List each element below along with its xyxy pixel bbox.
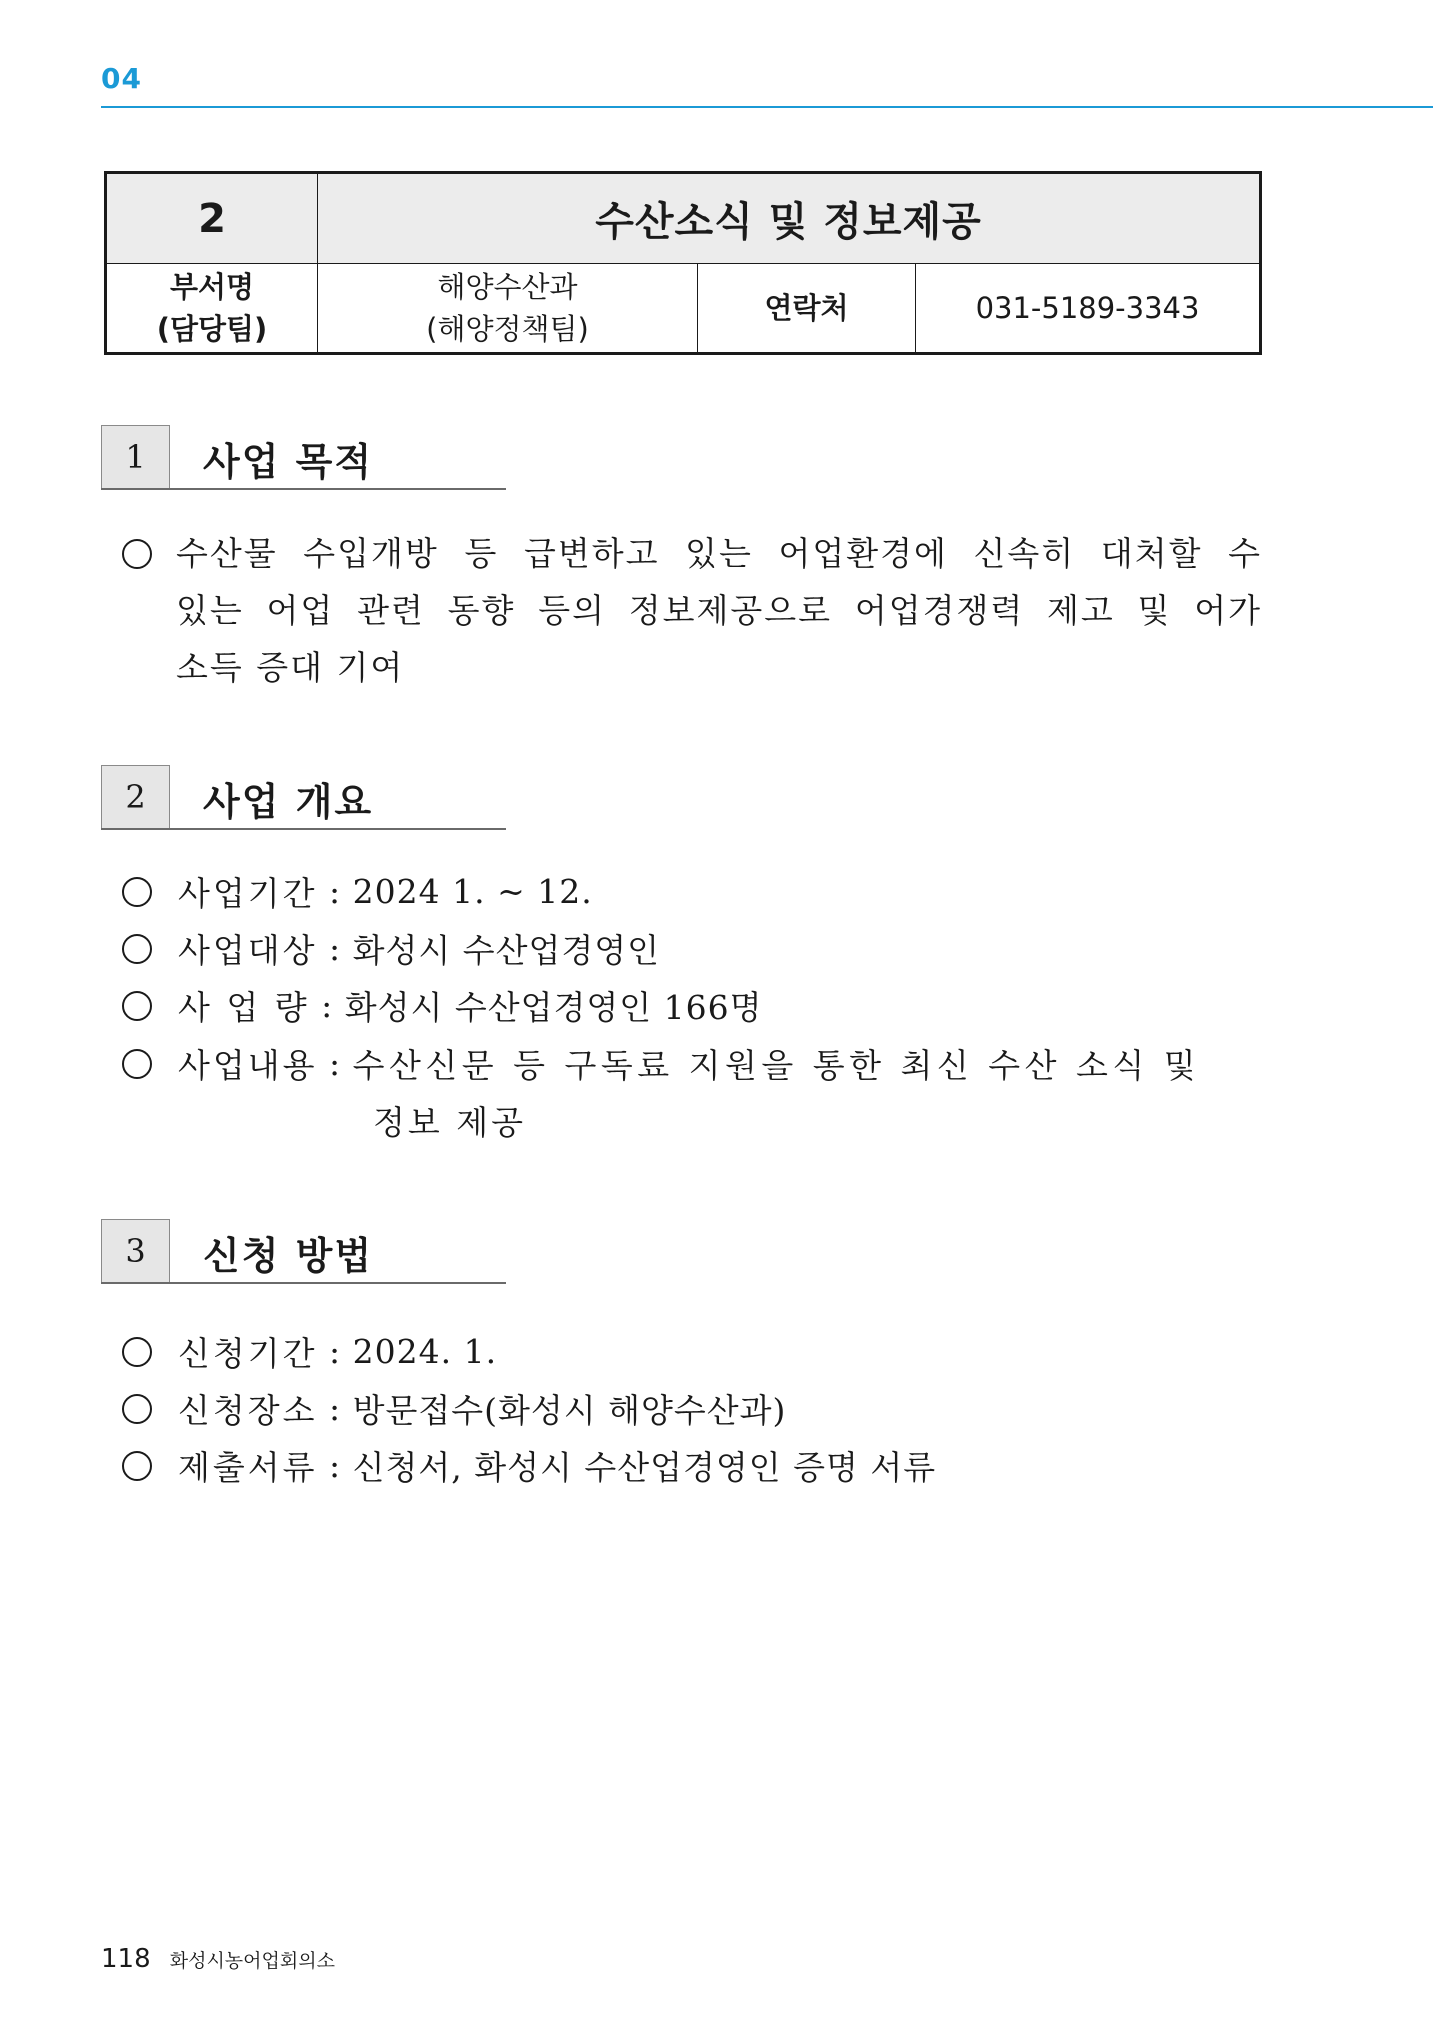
item-label: 사업기간: [178, 874, 318, 913]
section-heading-application: [101, 1219, 506, 1285]
section-number: 1: [101, 425, 170, 489]
item-label: 사업대상: [178, 931, 318, 970]
bullet-circle: [122, 1337, 152, 1367]
overview-item: [122, 1035, 1262, 1092]
bullet-circle: [122, 991, 152, 1021]
item-separator: :: [317, 1389, 353, 1428]
application-item: [122, 1437, 936, 1494]
program-number: 2: [106, 173, 318, 264]
paragraph-line: 수산물 수입개방 등 급변하고 있는 어업환경에 신속히 대처할 수: [176, 534, 1262, 573]
item-separator: :: [317, 929, 353, 968]
section-underline: [101, 488, 506, 490]
overview-item: [122, 863, 593, 920]
purpose-paragraph: [176, 525, 1262, 696]
section-underline: [101, 828, 506, 830]
item-value-continued: 정보 제공: [373, 1103, 527, 1142]
page-number: 118: [101, 1944, 151, 1974]
dept-value-line1: 해양수산과: [437, 270, 578, 304]
bullet-circle: [122, 877, 152, 907]
overview-item: [122, 920, 660, 977]
section-title: 사업 개요: [203, 780, 374, 824]
chapter-number: 04: [101, 62, 142, 95]
organization-name: 화성시농어업회의소: [169, 1950, 335, 1972]
item-value: 방문접수(화성시 해양수산과): [352, 1391, 787, 1430]
item-value: 2024 1. ~ 12.: [352, 872, 593, 911]
item-label: 신청장소: [178, 1391, 318, 1430]
bullet-circle: [122, 1451, 152, 1481]
application-item: [122, 1380, 786, 1437]
overview-item: [122, 977, 762, 1034]
item-separator: :: [317, 1446, 353, 1485]
section-title: 신청 방법: [203, 1234, 374, 1278]
bullet-circle: [122, 934, 152, 964]
section-heading-overview: [101, 765, 506, 831]
bullet-circle: [122, 1049, 152, 1079]
program-info-table: [104, 171, 1262, 355]
chapter-divider: [101, 106, 1433, 108]
bullet-circle: [122, 539, 152, 569]
section-underline: [101, 1282, 506, 1284]
overview-item-continuation: [373, 1092, 526, 1149]
contact-value: 031-5189-3343: [916, 264, 1261, 354]
item-separator: :: [309, 986, 345, 1025]
item-separator: :: [317, 872, 353, 911]
section-number: 2: [101, 765, 170, 829]
item-label: 사 업 량: [178, 988, 310, 1027]
dept-label-line1: 부서명: [169, 270, 255, 304]
item-value: 수산신문 등 구독료 지원을 통한 최신 수산 소식 및: [352, 1046, 1201, 1085]
dept-label: [106, 264, 318, 354]
program-title: 수산소식 및 정보제공: [318, 173, 1261, 264]
paragraph-line: 있는 어업 관련 동향 등의 정보제공으로 어업경쟁력 제고 및 어가: [176, 591, 1262, 630]
application-item: [122, 1323, 497, 1380]
dept-value-line2: (해양정책팀): [426, 312, 589, 346]
item-separator: :: [317, 1044, 353, 1083]
paragraph-line: 소득 증대 기여: [176, 648, 405, 687]
bullet-circle: [122, 1394, 152, 1424]
item-label: 사업내용: [178, 1046, 318, 1085]
section-heading-purpose: [101, 425, 506, 491]
item-separator: :: [317, 1332, 353, 1371]
item-value: 2024. 1.: [352, 1332, 498, 1371]
item-label: 제출서류: [178, 1448, 318, 1487]
section-number: 3: [101, 1219, 170, 1283]
dept-value: [318, 264, 698, 354]
contact-label: 연락처: [698, 264, 916, 354]
item-label: 신청기간: [178, 1334, 318, 1373]
page-footer: [101, 1944, 335, 1974]
item-value: 화성시 수산업경영인 166명: [344, 988, 763, 1027]
item-value: 화성시 수산업경영인: [352, 931, 661, 970]
item-value: 신청서, 화성시 수산업경영인 증명 서류: [352, 1448, 937, 1487]
section-title: 사업 목적: [203, 440, 374, 484]
dept-label-line2: (담당팀): [156, 312, 268, 346]
